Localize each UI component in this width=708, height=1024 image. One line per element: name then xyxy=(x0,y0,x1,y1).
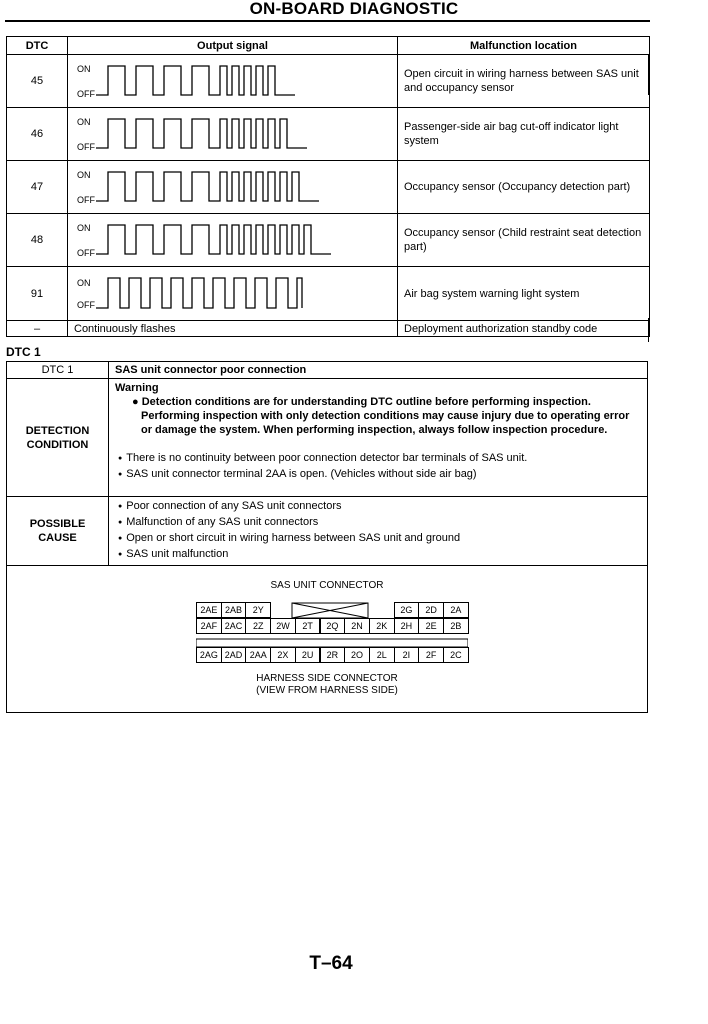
detection-condition-label xyxy=(7,379,109,497)
malfunction-location: Occupancy sensor (Occupancy detection part) xyxy=(398,161,650,214)
on-label: ON xyxy=(77,64,91,74)
possible-cause-label xyxy=(7,497,109,566)
on-label: ON xyxy=(77,117,91,127)
dtc-table-header xyxy=(7,37,650,55)
connector-pin: 2AF xyxy=(196,618,222,634)
connector-pin: 2D xyxy=(418,602,444,618)
pulse-waveform xyxy=(68,267,398,320)
dtc-code: 45 xyxy=(7,55,68,108)
dtc-code: 46 xyxy=(7,108,68,161)
connector-caption: HARNESS SIDE CONNECTOR xyxy=(256,673,398,684)
output-signal-cell xyxy=(68,161,398,214)
connector-caption: (VIEW FROM HARNESS SIDE) xyxy=(256,685,398,696)
connector-pin: 2AB xyxy=(221,602,247,618)
pulse-waveform xyxy=(68,214,398,266)
connector-pin: 2W xyxy=(270,618,296,634)
table-row xyxy=(7,362,648,379)
header-output-signal: Output signal xyxy=(68,37,398,55)
section-title: DTC 1 xyxy=(6,345,41,359)
label-line: CONDITION xyxy=(26,438,89,451)
connector-pin: 2U xyxy=(295,647,321,663)
connector-pin: 2Z xyxy=(245,618,271,634)
connector-pin: 2F xyxy=(418,647,444,663)
pulse-trace xyxy=(96,225,331,254)
off-label: OFF xyxy=(77,248,95,258)
pulse-trace xyxy=(96,66,295,95)
dtc-code: 91 xyxy=(7,267,68,321)
table-row xyxy=(7,161,650,214)
connector-pin: 2N xyxy=(344,618,370,634)
connector-pin: 2O xyxy=(344,647,370,663)
connector-pin: 2X xyxy=(270,647,296,663)
connector-pin: 2K xyxy=(369,618,395,634)
connector-diagram-cell xyxy=(7,566,648,713)
page-number: T–64 xyxy=(309,953,353,974)
output-signal-cell xyxy=(68,55,398,108)
table-row xyxy=(7,321,650,337)
header-malfunction-location: Malfunction location xyxy=(398,37,650,55)
table-row xyxy=(7,55,650,108)
pulse-waveform xyxy=(68,161,398,213)
label-line: POSSIBLE xyxy=(29,518,86,530)
output-signal-cell xyxy=(68,267,398,321)
table-row xyxy=(7,267,650,321)
list-item: ● There is no continuity between poor connection detector bar terminals of SAS unit. xyxy=(115,451,641,467)
page-title: ON-BOARD DIAGNOSTIC xyxy=(249,0,459,18)
dtc-table xyxy=(6,36,650,337)
malfunction-location: Open circuit in wiring harness between SAS unit and occupancy sensor xyxy=(398,55,650,108)
dtc-code: 47 xyxy=(7,161,68,214)
connector-pin: 2AC xyxy=(221,618,247,634)
on-label: ON xyxy=(77,278,91,288)
pulse-trace xyxy=(96,172,319,201)
output-signal-cell xyxy=(68,108,398,161)
list-item: ● Malfunction of any SAS unit connectors xyxy=(115,515,641,531)
connector-pin: 2E xyxy=(418,618,444,634)
dtc-code: – xyxy=(7,321,68,337)
table-row xyxy=(7,108,650,161)
dtc1-title: SAS unit connector poor connection xyxy=(109,362,648,379)
connector-pin: 2C xyxy=(443,647,469,663)
dtc1-table xyxy=(6,361,648,713)
connector-pin: 2AE xyxy=(196,602,222,618)
table-row xyxy=(7,566,648,713)
label-line: CAUSE xyxy=(38,532,77,544)
on-label: ON xyxy=(77,223,91,233)
table-row xyxy=(7,497,648,566)
list-item: ● SAS unit malfunction xyxy=(115,547,641,563)
cause-list xyxy=(115,499,641,563)
off-label: OFF xyxy=(77,89,95,99)
connector-pin: 2AA xyxy=(245,647,271,663)
list-item: ● Poor connection of any SAS unit connectors xyxy=(115,499,641,515)
dtc1-code-label: DTC 1 xyxy=(7,362,109,379)
malfunction-location: Deployment authorization standby code xyxy=(398,321,650,337)
connector-pin: 2A xyxy=(443,602,469,618)
table-row xyxy=(7,379,648,497)
dtc-code: 48 xyxy=(7,214,68,267)
pulse-waveform xyxy=(68,55,398,107)
label-line: DETECTION xyxy=(25,424,90,437)
output-signal-text: Continuously flashes xyxy=(68,321,398,337)
header-dtc: DTC xyxy=(7,37,68,55)
warning-text: ● Detection conditions are for understanding DTC outline before performing inspection. Performing inspection with only detection conditions may cause injury due to operating error or damage the system. When performing inspection, always follow inspection procedure. xyxy=(132,396,630,436)
connector-title: SAS UNIT CONNECTOR xyxy=(270,580,384,591)
connector-pin: 2T xyxy=(295,618,321,634)
off-label: OFF xyxy=(77,195,95,205)
off-label: OFF xyxy=(77,142,95,152)
malfunction-location: Occupancy sensor (Child restraint seat detection part) xyxy=(398,214,650,267)
list-item: ● Open or short circuit in wiring harness between SAS unit and ground xyxy=(115,531,641,547)
connector-pin: 2Q xyxy=(320,618,346,634)
on-label: ON xyxy=(77,170,91,180)
connector-pin: 2L xyxy=(369,647,395,663)
connector-pin: 2AG xyxy=(196,647,222,663)
malfunction-location: Air bag system warning light system xyxy=(398,267,650,321)
warning-heading: Warning xyxy=(115,382,159,394)
connector-pin: 2Y xyxy=(245,602,271,618)
malfunction-location: Passenger-side air bag cut-off indicator light system xyxy=(398,108,650,161)
table-row xyxy=(7,214,650,267)
off-label: OFF xyxy=(77,300,95,310)
list-item: ● SAS unit connector terminal 2AA is open. (Vehicles without side air bag) xyxy=(115,467,641,483)
connector-pin: 2AD xyxy=(221,647,247,663)
connector-pin: 2I xyxy=(394,647,420,663)
possible-cause-body xyxy=(109,497,648,566)
pulse-trace xyxy=(96,278,302,308)
detection-list xyxy=(115,451,641,483)
output-signal-cell xyxy=(68,214,398,267)
detection-condition-body xyxy=(109,379,648,497)
connector-pin: 2R xyxy=(320,647,346,663)
pulse-trace xyxy=(96,119,307,148)
connector-pin-layout xyxy=(196,602,468,666)
connector-pin: 2H xyxy=(394,618,420,634)
connector-pin: 2G xyxy=(394,602,420,618)
header-rule xyxy=(5,20,650,22)
connector-pin: 2B xyxy=(443,618,469,634)
pulse-waveform xyxy=(68,108,398,160)
